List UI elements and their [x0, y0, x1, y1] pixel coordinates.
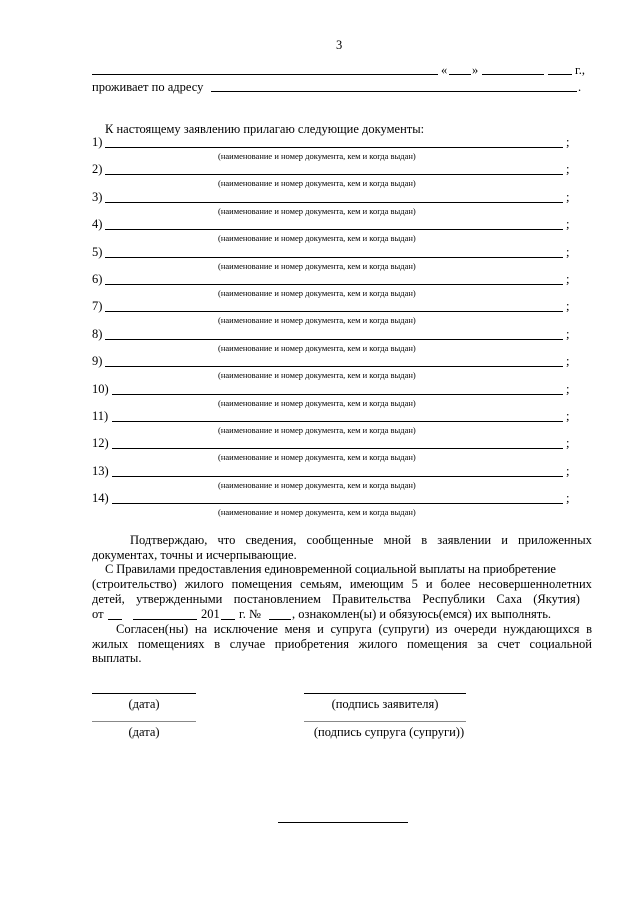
- rules-word: 5: [411, 577, 418, 591]
- address-field-line[interactable]: [211, 91, 577, 92]
- consent-word: Согласен(ны): [116, 622, 189, 636]
- rules-line-1: С Правилами предоставления единовременной социальной выплаты на приобретение: [105, 562, 556, 576]
- rules-year-label: 201: [201, 607, 220, 621]
- consent-word: за: [477, 637, 488, 651]
- document-caption: (наименование и номер документа, кем и когда выдан): [218, 398, 416, 408]
- rules-day-field-line[interactable]: [108, 619, 122, 620]
- document-semicolon: ;: [566, 245, 570, 259]
- document-number: 4): [92, 217, 103, 231]
- document-field-line[interactable]: [105, 257, 563, 258]
- document-semicolon: ;: [566, 409, 570, 423]
- consent-word: помещениях: [137, 637, 205, 651]
- consent-word: супруга: [330, 622, 372, 636]
- consent-line-1: [92, 622, 592, 637]
- document-semicolon: ;: [566, 464, 570, 478]
- confirm-word: и: [501, 533, 508, 547]
- consent-word: очереди: [454, 622, 497, 636]
- consent-word: (супруги): [378, 622, 430, 636]
- document-field-line[interactable]: [105, 366, 563, 367]
- consent-line-2: [92, 637, 592, 652]
- document-semicolon: ;: [566, 436, 570, 450]
- document-caption: (наименование и номер документа, кем и когда выдан): [218, 315, 416, 325]
- document-number: 10): [92, 382, 109, 396]
- document-caption: (наименование и номер документа, кем и когда выдан): [218, 261, 416, 271]
- document-semicolon: ;: [566, 299, 570, 313]
- rules-word: более: [440, 577, 471, 591]
- consent-word: и: [317, 622, 324, 636]
- rules-word: постановлением: [233, 592, 321, 606]
- document-number: 3): [92, 190, 103, 204]
- document-field-line[interactable]: [112, 394, 563, 395]
- document-semicolon: ;: [566, 190, 570, 204]
- rules-word: и: [425, 577, 433, 591]
- year-suffix: г.,: [575, 63, 585, 77]
- document-field-line[interactable]: [112, 421, 563, 422]
- rules-word: (Якутия): [533, 592, 580, 606]
- document-caption: (наименование и номер документа, кем и когда выдан): [218, 507, 416, 517]
- rules-word: жилого: [184, 577, 224, 591]
- document-caption: (наименование и номер документа, кем и когда выдан): [218, 151, 416, 161]
- rules-month-field-line[interactable]: [133, 619, 197, 620]
- rules-line-2: [92, 577, 592, 592]
- documents-intro: К настоящему заявлению прилагаю следующие документы:: [105, 122, 425, 136]
- rules-word: Саха: [496, 592, 522, 606]
- document-field-line[interactable]: [105, 202, 563, 203]
- confirm-paragraph: [92, 533, 592, 548]
- rules-word: семьям,: [300, 577, 342, 591]
- document-caption: (наименование и номер документа, кем и когда выдан): [218, 425, 416, 435]
- rules-year-field-line[interactable]: [221, 619, 235, 620]
- confirm-word: заявлении: [437, 533, 492, 547]
- document-field-line[interactable]: [105, 284, 563, 285]
- rules-from-label: от: [92, 607, 104, 621]
- rules-line-3: [92, 592, 580, 607]
- consent-word: жилого: [358, 637, 398, 651]
- rules-word: детей,: [92, 592, 125, 606]
- consent-word: жилых: [92, 637, 129, 651]
- document-semicolon: ;: [566, 162, 570, 176]
- document-field-line[interactable]: [112, 476, 563, 477]
- document-caption: (наименование и номер документа, кем и когда выдан): [218, 233, 416, 243]
- document-semicolon: ;: [566, 272, 570, 286]
- document-caption: (наименование и номер документа, кем и когда выдан): [218, 288, 416, 298]
- document-number: 12): [92, 436, 109, 450]
- document-semicolon: ;: [566, 354, 570, 368]
- document-caption: (наименование и номер документа, кем и когда выдан): [218, 370, 416, 380]
- month-field-line[interactable]: [482, 74, 544, 75]
- rules-word: Правительства: [332, 592, 411, 606]
- document-number: 13): [92, 464, 109, 478]
- document-number: 7): [92, 299, 103, 313]
- page-number: 3: [336, 38, 343, 52]
- document-number: 2): [92, 162, 103, 176]
- consent-word: счет: [497, 637, 520, 651]
- spouse-signature-label: (подпись супруга (супруги)): [313, 725, 465, 739]
- rules-number-label: г. №: [239, 607, 261, 621]
- date-label-2: (дата): [128, 725, 160, 739]
- confirm-word: Подтверждаю,: [130, 533, 208, 547]
- consent-word: социальной: [529, 637, 592, 651]
- consent-word: исключение: [213, 622, 278, 636]
- rules-word: (строительство): [92, 577, 177, 591]
- document-field-line[interactable]: [112, 503, 563, 504]
- confirm-word: сведения,: [245, 533, 297, 547]
- confirm-word: в: [421, 533, 428, 547]
- confirm-word: что: [217, 533, 236, 547]
- consent-word: в: [586, 622, 592, 636]
- document-caption: (наименование и номер документа, кем и когда выдан): [218, 343, 416, 353]
- document-semicolon: ;: [566, 217, 570, 231]
- rules-word: имеющим: [349, 577, 404, 591]
- consent-word: нуждающихся: [503, 622, 580, 636]
- document-number: 9): [92, 354, 103, 368]
- document-number: 11): [92, 409, 109, 423]
- applicant-signature-label: (подпись заявителя): [331, 697, 439, 711]
- confirm-paragraph-end: документах, точны и исчерпывающие.: [92, 548, 297, 562]
- consent-word: на: [194, 622, 208, 636]
- document-number: 14): [92, 491, 109, 505]
- consent-word: приобретения: [274, 637, 349, 651]
- confirm-word: сообщенные: [306, 533, 374, 547]
- day-field-line[interactable]: [449, 74, 471, 75]
- document-caption: (наименование и номер документа, кем и когда выдан): [218, 480, 416, 490]
- consent-word: из: [435, 622, 448, 636]
- bottom-separator-line: [278, 822, 408, 823]
- confirm-word: мной: [383, 533, 412, 547]
- year-field-line[interactable]: [548, 74, 572, 75]
- document-field-line[interactable]: [105, 339, 563, 340]
- document-number: 1): [92, 135, 103, 149]
- rules-word: утвержденными: [136, 592, 223, 606]
- consent-word: случае: [229, 637, 266, 651]
- document-field-line[interactable]: [112, 448, 563, 449]
- consent-line-3: выплаты.: [92, 651, 142, 665]
- document-field-line[interactable]: [105, 147, 563, 148]
- document-semicolon: ;: [566, 491, 570, 505]
- document-field-line[interactable]: [105, 229, 563, 230]
- date-field-line-1[interactable]: [92, 693, 196, 694]
- document-number: 5): [92, 245, 103, 259]
- document-semicolon: ;: [566, 135, 570, 149]
- document-semicolon: ;: [566, 327, 570, 341]
- document-caption: (наименование и номер документа, кем и когда выдан): [218, 178, 416, 188]
- consent-word: в: [214, 637, 221, 651]
- confirm-word: приложенных: [518, 533, 592, 547]
- rules-word: помещения: [231, 577, 293, 591]
- document-semicolon: ;: [566, 382, 570, 396]
- document-field-line[interactable]: [105, 174, 563, 175]
- document-field-line[interactable]: [105, 311, 563, 312]
- rules-agreement: , ознакомлен(ы) и обязуюсь(емся) их выполнять.: [292, 607, 552, 621]
- spouse-signature-line[interactable]: [304, 721, 466, 722]
- document-caption: (наименование и номер документа, кем и когда выдан): [218, 452, 416, 462]
- rules-word: Республики: [422, 592, 486, 606]
- document-number: 8): [92, 327, 103, 341]
- applicant-signature-line[interactable]: [304, 693, 466, 694]
- name-field-line[interactable]: [92, 74, 438, 75]
- consent-word: помещения: [407, 637, 468, 651]
- document-number: 6): [92, 272, 103, 286]
- document-caption: (наименование и номер документа, кем и когда выдан): [218, 206, 416, 216]
- rules-word: несовершеннолетних: [478, 577, 592, 591]
- rules-number-field-line[interactable]: [269, 619, 291, 620]
- date-close-quote: »: [472, 63, 479, 77]
- address-label: проживает по адресу: [92, 80, 204, 94]
- date-field-line-2[interactable]: [92, 721, 196, 722]
- address-end: .: [578, 80, 582, 94]
- date-open-quote: «: [441, 63, 448, 77]
- consent-word: меня: [284, 622, 311, 636]
- date-label-1: (дата): [128, 697, 160, 711]
